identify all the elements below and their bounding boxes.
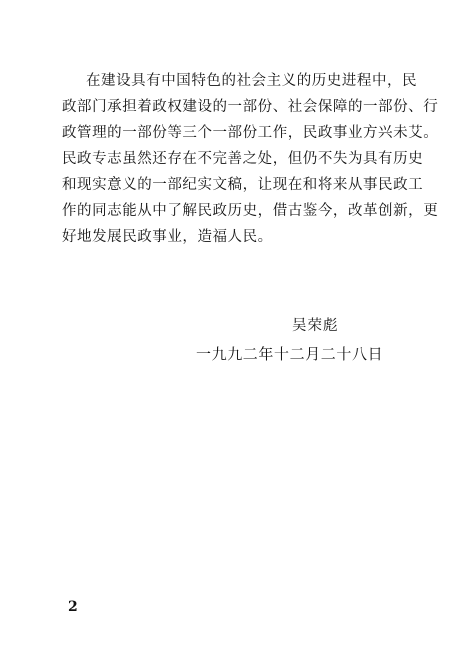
paragraph-line-5: 和现实意义的一部纪实文稿，让现在和将来从事民政工 <box>62 177 424 193</box>
paragraph-line-7: 好地发展民政事业，造福人民。 <box>62 229 273 245</box>
page-number: 2 <box>68 599 78 615</box>
paragraph-line-1: 在建设具有中国特色的社会主义的历史进程中，民 <box>86 73 418 89</box>
paragraph-line-3: 政管理的一部份等三个一部份工作，民政事业方兴未艾。 <box>62 125 439 141</box>
author-signature: 吴荣彪 <box>292 318 339 334</box>
paragraph-line-2: 政部门承担着政权建设的一部份、社会保障的一部份、行 <box>62 99 439 115</box>
document-date: 一九九二年十二月二十八日 <box>196 345 384 363</box>
paragraph-line-6: 作的同志能从中了解民政历史，借古鉴今，改革创新，更 <box>62 203 439 219</box>
paragraph-line-4: 民政专志虽然还存在不完善之处，但仍不失为具有历史 <box>62 151 424 167</box>
